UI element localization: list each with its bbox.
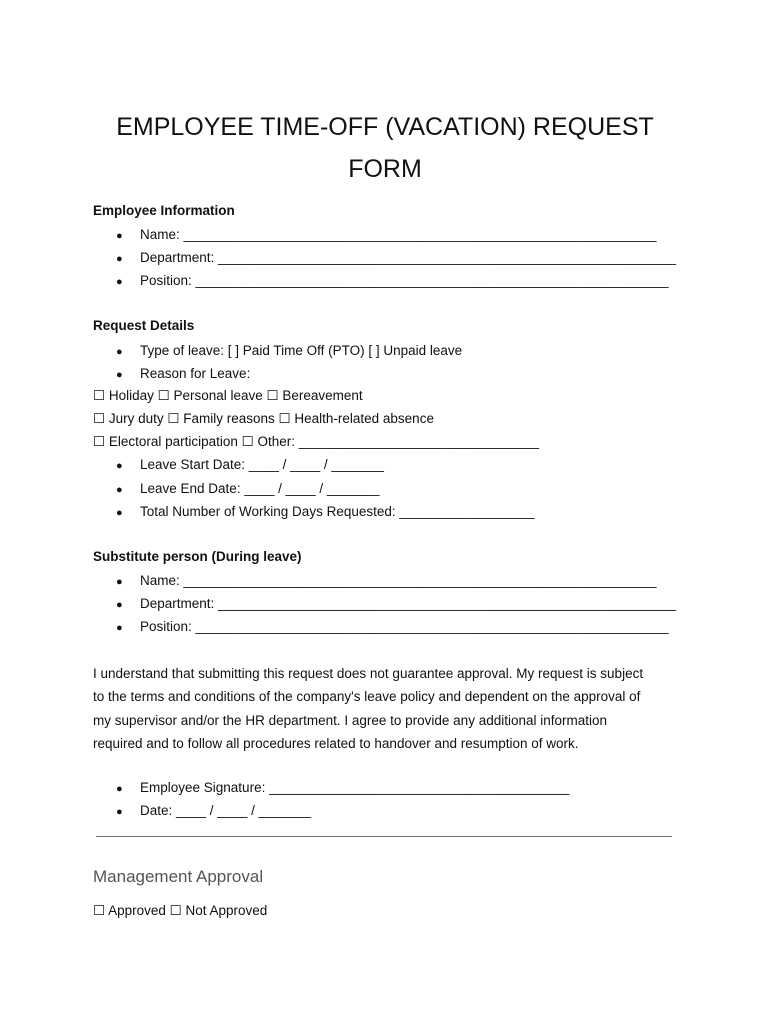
substitute-department-field[interactable] (116, 596, 676, 611)
employee-department-label: Department: _____________________________________________________________ (140, 250, 677, 265)
substitute-name-field[interactable] (116, 573, 657, 588)
substitute-heading: Substitute person (During leave) (93, 549, 302, 564)
reason-options-row-1[interactable]: ☐ Holiday ☐ Personal leave ☐ Bereavement (93, 388, 363, 403)
acknowledgement-line-1: I understand that submitting this request does not guarantee approval. My request is subject (93, 666, 644, 681)
bullet-icon: ● (116, 230, 123, 242)
leave-end-date-field[interactable] (116, 481, 379, 496)
acknowledgement-line-4: required and to follow all procedures related to handover and resumption of work. (93, 735, 579, 751)
form-title (60, 106, 710, 190)
leave-end-date-label: Leave End Date: ____ / ____ / _______ (140, 481, 380, 496)
reason-options-row-2[interactable]: ☐ Jury duty ☐ Family reasons ☐ Health-related absence (93, 411, 434, 426)
bullet-icon: ● (116, 576, 123, 588)
employee-name-field[interactable] (116, 227, 657, 242)
leave-start-date-field[interactable] (116, 457, 384, 472)
bullet-icon: ● (116, 484, 123, 496)
bullet-icon: ● (116, 599, 123, 611)
type-of-leave-label: Type of leave: [ ] Paid Time Off (PTO) [ ] Unpaid leave (140, 343, 463, 358)
type-of-leave-field[interactable] (116, 343, 462, 358)
acknowledgement-paragraph (93, 662, 683, 755)
title-line-2: FORM (348, 155, 422, 183)
horizontal-divider (96, 836, 672, 837)
signature-date-field[interactable] (116, 803, 311, 818)
bullet-icon: ● (116, 783, 123, 795)
bullet-icon: ● (116, 806, 123, 818)
total-working-days-field[interactable] (116, 504, 535, 519)
bullet-icon: ● (116, 253, 123, 265)
employee-signature-field[interactable] (116, 780, 569, 795)
bullet-icon: ● (116, 369, 123, 381)
bullet-icon: ● (116, 507, 123, 519)
acknowledgement-line-3: my supervisor and/or the HR department. I agree to provide any additional information (93, 712, 608, 728)
acknowledgement-line-2: to the terms and conditions of the company's leave policy and dependent on the approval of (93, 689, 641, 705)
employee-info-heading: Employee Information (93, 203, 235, 218)
reason-options-row-3[interactable]: ☐ Electoral participation ☐ Other: ________________________________ (93, 434, 540, 449)
employee-signature-label: Employee Signature: ________________________________________ (140, 780, 570, 795)
management-approval-heading: Management Approval (93, 867, 264, 886)
employee-position-label: Position: _______________________________________________________________ (140, 273, 669, 288)
employee-name-label: Name: _______________________________________________________________ (140, 227, 657, 242)
substitute-position-label: Position: _______________________________________________________________ (140, 619, 669, 634)
signature-date-label: Date: ____ / ____ / _______ (140, 803, 312, 818)
leave-start-date-label: Leave Start Date: ____ / ____ / _______ (140, 457, 384, 472)
employee-position-field[interactable] (116, 273, 669, 288)
bullet-icon: ● (116, 460, 123, 472)
request-details-heading: Request Details (93, 318, 195, 333)
reason-for-leave-label: Reason for Leave: (140, 366, 251, 381)
title-line-1: EMPLOYEE TIME-OFF (VACATION) REQUEST (116, 113, 654, 141)
substitute-position-field[interactable] (116, 619, 669, 634)
bullet-icon: ● (116, 622, 123, 634)
substitute-name-label: Name: _______________________________________________________________ (140, 573, 657, 588)
bullet-icon: ● (116, 346, 123, 358)
bullet-icon: ● (116, 276, 123, 288)
substitute-department-label: Department: _____________________________________________________________ (140, 596, 677, 611)
reason-for-leave-item (116, 366, 250, 381)
approval-options[interactable]: ☐ Approved ☐ Not Approved (93, 903, 268, 918)
total-working-days-label: Total Number of Working Days Requested: __________________ (140, 504, 535, 519)
employee-department-field[interactable] (116, 250, 676, 265)
